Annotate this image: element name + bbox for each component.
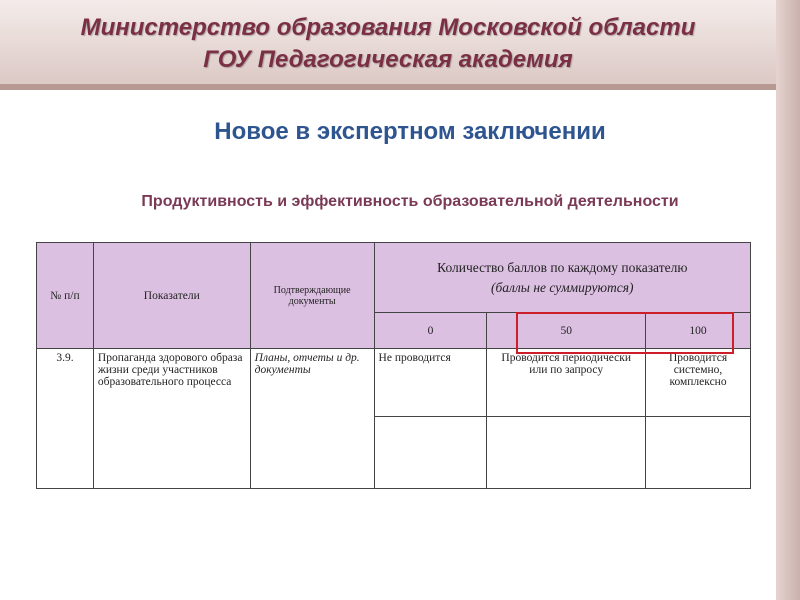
highlight-frame bbox=[516, 312, 734, 354]
indicators-table bbox=[36, 242, 751, 489]
header-points bbox=[374, 243, 750, 313]
row-value-50: Проводится периодически или по запросу bbox=[487, 349, 646, 417]
row-num: 3.9. bbox=[37, 349, 94, 489]
right-decor-bar bbox=[776, 0, 800, 600]
header-points-label: Количество баллов по каждому показателю bbox=[437, 259, 688, 275]
header-num: № п/п bbox=[37, 243, 94, 349]
score-100: 100 bbox=[646, 313, 751, 349]
score-0: 0 bbox=[374, 313, 487, 349]
row-value-100: Проводится системно, комплексно bbox=[646, 349, 751, 417]
row-indicator: Пропаганда здорового образа жизни среди участников образовательного процесса bbox=[93, 349, 250, 489]
header-docs: Подтверждающие документы bbox=[250, 243, 374, 349]
empty-cell-0 bbox=[374, 417, 487, 489]
empty-cell-100 bbox=[646, 417, 751, 489]
header-ministry: Министерство образования Московской области bbox=[80, 14, 696, 41]
row-docs: Планы, отчеты и др. документы bbox=[250, 349, 374, 489]
slide-title: Новое в экспертном заключении bbox=[214, 118, 606, 145]
header-band bbox=[0, 0, 776, 90]
empty-cell-50 bbox=[487, 417, 646, 489]
score-50: 50 bbox=[487, 313, 646, 349]
header-points-note: (баллы не суммируются) bbox=[491, 279, 634, 295]
header-indicator: Показатели bbox=[93, 243, 250, 349]
row-value-0: Не проводится bbox=[374, 349, 487, 417]
slide-subtitle: Продуктивность и эффективность образовательной деятельности bbox=[141, 193, 679, 210]
header-academy: ГОУ Педагогическая академия bbox=[203, 46, 573, 73]
